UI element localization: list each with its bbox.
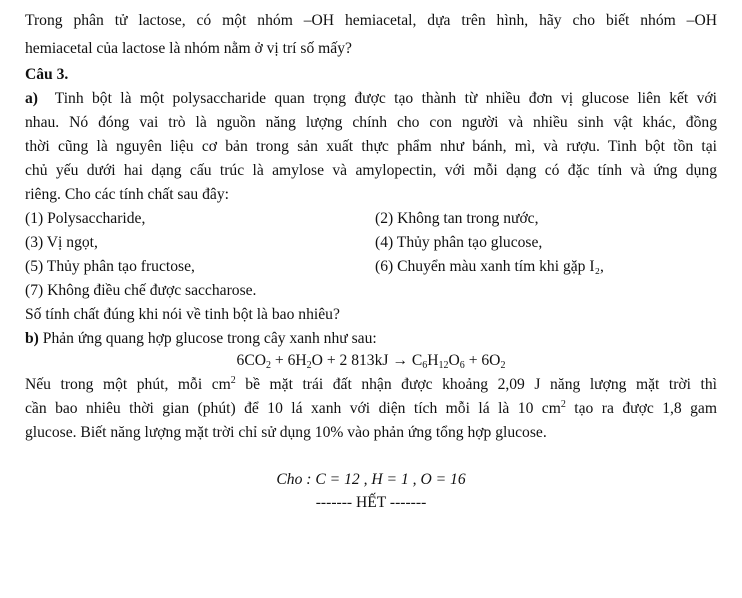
photosynthesis-equation: $6CO_2 + 6H_2O + 2$ $813kJ \to C_6H_{12}O_6 + 6O_2$ [236,352,506,371]
property-item: (7) Không điều chế được saccharose. [25,282,257,299]
q3b-text-line-2: cần bao nhiêu thời gian (phút) để 10 lá xanh với diện tích mỗi lá là 10 $cm^2$ tạo ra được 1,8 gam [25,399,717,417]
q3a-paragraph-line-5: riêng. Cho các tính chất sau đây: [25,186,229,203]
q3b-text-line-3: glucose. Biết năng lượng mặt trời chỉ sử dụng 10% vào phản ứng tổng hợp glucose. [25,424,547,441]
end-marker: ------- HẾT ------- [315,494,427,511]
q3a-paragraph-line-4: chủ yếu dưới hai dạng cấu trúc là amylose và amylopectin, với mỗi dạng có đặc tính và ứng dụng [25,162,717,179]
atomic-masses: Cho : C = 12 , H = 1 , O = 16 [276,471,466,488]
property-item: (2) Không tan trong nước, [375,210,539,227]
q3b-text-line-1: Nếu trong một phút, mỗi $cm^2$ bề mặt trái đất nhận được khoảng 2,09 J năng lượng mặt trời thì [25,375,717,393]
property-row [25,282,717,300]
property-item: (5) Thủy phân tạo fructose, [25,258,195,275]
property-item: (1) Polysaccharide, [25,210,146,227]
q3b-intro: b) Phản ứng quang hợp glucose trong cây xanh như sau: [25,330,377,347]
q3a-paragraph-line-1: a) Tinh bột là một polysaccharide quan trọng được tạo thành từ nhiều đơn vị glucose liên kết với [25,90,718,107]
property-item: (6) Chuyển màu xanh tím khi gặp I₂, [375,258,604,275]
property-item: (4) Thủy phân tạo glucose, [375,234,543,251]
intro-line-1: Trong phân tử lactose, có một nhóm –OH hemiacetal, dựa trên hình, hãy cho biết nhóm –OH [25,12,717,29]
q3a-paragraph-line-3: thời cũng là nguyên liệu cơ bản trong sản xuất thực phẩm như bánh, mì, và rượu. Tinh bột tồn tại [25,138,717,155]
q3a-paragraph-line-2: nhau. Nó đóng vai trò là nguồn năng lượng chính cho con người và nhiều sinh vật khác, đồng [25,114,717,131]
question-3-heading: Câu 3. [25,66,69,83]
intro-line-2: hemiacetal của lactose là nhóm nằm ở vị trí số mấy? [25,40,352,57]
property-row [25,234,717,252]
property-row [25,210,717,228]
property-item: (3) Vị ngọt, [25,234,98,251]
q3a-question: Số tính chất đúng khi nói về tinh bột là bao nhiêu? [25,306,340,323]
property-row [25,258,717,276]
